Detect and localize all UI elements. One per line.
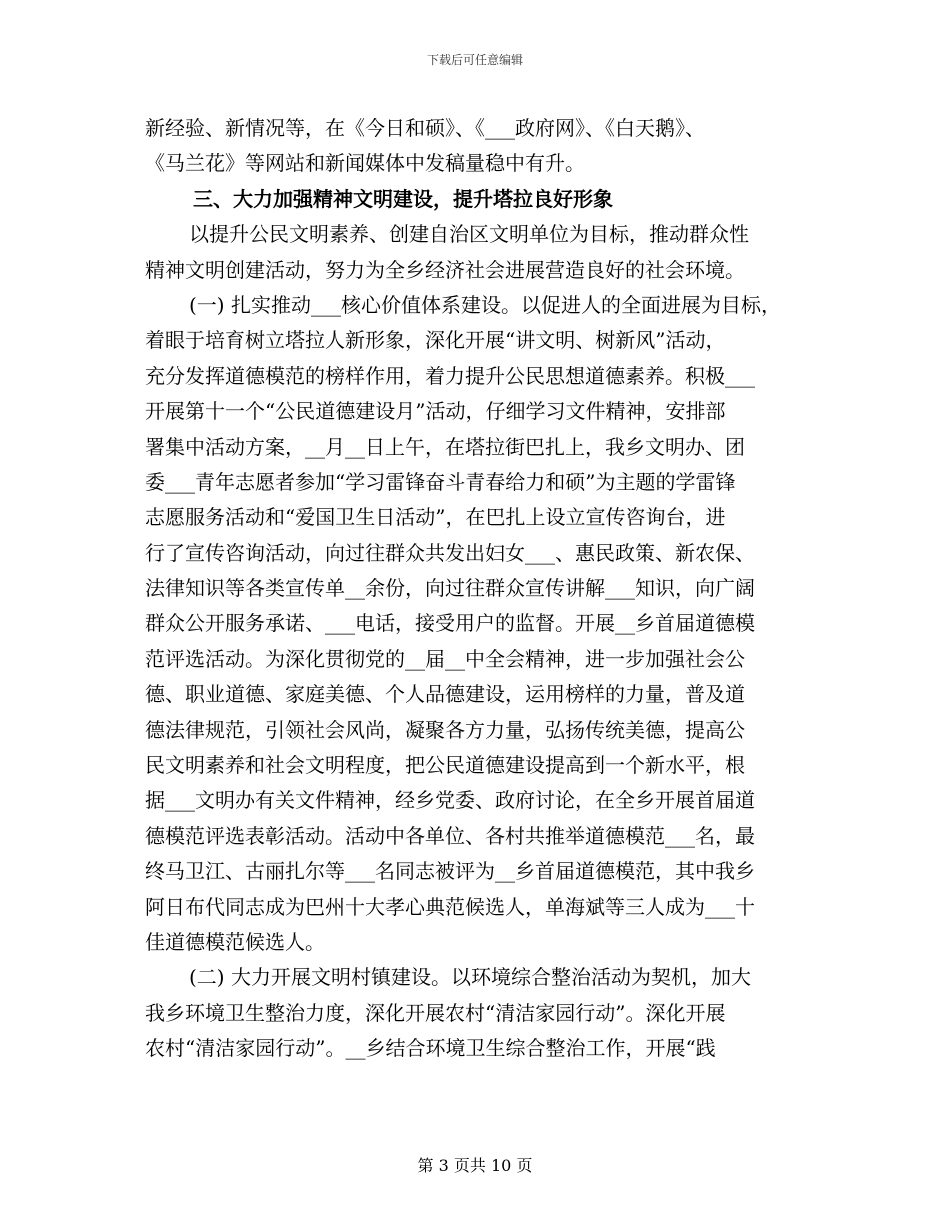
paragraph-line: 据___文明办有关文件精神，经乡党委、政府讨论，在全乡开展首届道 bbox=[145, 788, 755, 813]
paragraph-line: 志愿服务活动和“爱国卫生日活动”，在巴扎上设立宣传咨询台，进 bbox=[145, 505, 726, 530]
document-body bbox=[145, 111, 810, 1067]
paragraph-line: (一) 扎实推动___核心价值体系建设。以促进人的全面进展为目标， bbox=[189, 292, 781, 317]
section-heading: 三、大力加强精神文明建设，提升塔拉良好形象 bbox=[193, 186, 613, 211]
paragraph-line: (二) 大力开展文明村镇建设。以环境综合整治活动为契机，加大 bbox=[189, 965, 751, 990]
paragraph-line: 德法律规范，引领社会风尚，凝聚各方力量，弘扬传统美德，提高公 bbox=[145, 717, 745, 742]
paragraph-line: 开展第十一个“公民道德建设月”活动，仔细学习文件精神，安排部 bbox=[145, 399, 726, 424]
paragraph-line: 以提升公民文明素养、创建自治区文明单位为目标，推动群众性 bbox=[189, 222, 749, 247]
paragraph-line: 德模范评选表彰活动。活动中各单位、各村共推举道德模范___名，最 bbox=[145, 823, 755, 848]
paragraph-line: 《马兰花》等网站和新闻媒体中发稿量稳中有升。 bbox=[145, 151, 585, 176]
paragraph-line: 法律知识等各类宣传单__余份，向过往群众宣传讲解___知识，向广阔 bbox=[145, 576, 755, 601]
page-number: 第 3 页共 10 页 bbox=[417, 1156, 533, 1175]
paragraph-line: 充分发挥道德模范的榜样作用，着力提升公民思想道德素养。积极___ bbox=[145, 363, 755, 388]
paragraph-line: 署集中活动方案，__月__日上午，在塔拉街巴扎上，我乡文明办、团 bbox=[145, 434, 745, 459]
paragraph-line: 佳道德模范候选人。 bbox=[145, 929, 325, 954]
paragraph-line: 我乡环境卫生整治力度，深化开展农村“清洁家园行动”。深化开展 bbox=[145, 1000, 726, 1025]
paragraph-line: 群众公开服务承诺、___电话，接受用户的监督。开展__乡首届道德模 bbox=[145, 611, 755, 636]
paragraph-line: 德、职业道德、家庭美德、个人品德建设，运用榜样的力量，普及道 bbox=[145, 682, 745, 707]
paragraph-line: 范评选活动。为深化贯彻党的__届__中全会精神，进一步加强社会公 bbox=[145, 646, 745, 671]
paragraph-line: 民文明素养和社会文明程度，把公民道德建设提高到一个新水平，根 bbox=[145, 753, 745, 778]
paragraph-line: 委___青年志愿者参加“学习雷锋奋斗青春给力和硕”为主题的学雷锋 bbox=[145, 469, 736, 494]
paragraph-line: 精神文明创建活动，努力为全乡经济社会进展营造良好的社会环境。 bbox=[145, 257, 745, 282]
paragraph-line: 新经验、新情况等，在《今日和硕》、《___政府网》、《白天鹅》、 bbox=[145, 116, 705, 140]
paragraph-line: 终马卫江、古丽扎尔等___名同志被评为__乡首届道德模范，其中我乡 bbox=[145, 859, 755, 884]
page-header: 下载后可任意编辑 bbox=[426, 53, 523, 67]
paragraph-line: 着眼于培育树立塔拉人新形象，深化开展“讲文明、树新风”活动， bbox=[145, 328, 726, 353]
paragraph-line: 阿日布代同志成为巴州十大孝心典范候选人，单海斌等三人成为___十 bbox=[145, 894, 755, 919]
paragraph-line: 农村“清洁家园行动”。__乡结合环境卫生综合整治工作，开展“践 bbox=[145, 1036, 716, 1061]
paragraph-line: 行了宣传咨询活动，向过往群众共发出妇女___、惠民政策、新农保、 bbox=[145, 540, 755, 565]
